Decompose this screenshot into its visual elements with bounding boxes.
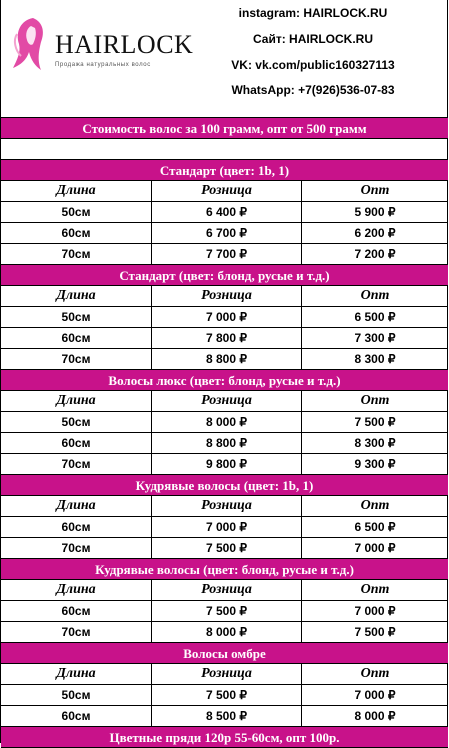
column-header-row xyxy=(1,285,448,306)
contact-instagram: instagram: HAIRLOCK.RU xyxy=(238,6,388,20)
table-row xyxy=(1,537,448,558)
column-length: Длина xyxy=(56,288,96,303)
table-row xyxy=(1,432,448,453)
retail-price-cell: 7 500 ₽ xyxy=(151,601,301,621)
woman-silhouette-icon xyxy=(11,14,51,72)
column-retail: Розница xyxy=(151,664,301,684)
column-header-row xyxy=(1,390,448,411)
column-header-row xyxy=(1,663,448,684)
length-cell: 70см xyxy=(61,541,91,555)
footer-note: Цветные пряди 120р 55-60см, опт 100р. xyxy=(1,726,448,747)
table-row xyxy=(1,684,448,705)
wholesale-price-cell: 7 300 ₽ xyxy=(301,328,448,348)
wholesale-price-cell: 6 500 ₽ xyxy=(301,517,448,537)
column-header-row xyxy=(1,579,448,600)
table-row xyxy=(1,348,448,369)
contact-site: Сайт: HAIRLOCK.RU xyxy=(252,32,374,46)
brand-tagline: Продажа натуральных волос xyxy=(55,62,151,68)
wholesale-price-cell: 9 300 ₽ xyxy=(301,454,448,474)
wholesale-price-cell: 5 900 ₽ xyxy=(301,202,448,222)
table-row xyxy=(1,201,448,222)
length-cell: 50см xyxy=(61,310,91,324)
retail-price-cell: 7 000 ₽ xyxy=(151,517,301,537)
wholesale-price-cell: 7 000 ₽ xyxy=(301,538,448,558)
wholesale-price-cell: 7 000 ₽ xyxy=(301,601,448,621)
header xyxy=(1,0,448,118)
column-wholesale: Опт xyxy=(301,580,448,600)
retail-price-cell: 8 800 ₽ xyxy=(151,433,301,453)
section-title: Стандарт (цвет: блонд, русые и т.д.) xyxy=(1,264,448,285)
column-retail: Розница xyxy=(151,496,301,516)
table-row xyxy=(1,243,448,264)
wholesale-price-cell: 6 500 ₽ xyxy=(301,307,448,327)
column-wholesale: Опт xyxy=(301,664,448,684)
table-row xyxy=(1,621,448,642)
wholesale-price-cell: 7 200 ₽ xyxy=(301,244,448,264)
column-wholesale: Опт xyxy=(301,181,448,201)
table-row xyxy=(1,327,448,348)
length-cell: 60см xyxy=(61,226,91,240)
column-wholesale: Опт xyxy=(301,496,448,516)
retail-price-cell: 9 800 ₽ xyxy=(151,454,301,474)
length-cell: 60см xyxy=(61,709,91,723)
table-row xyxy=(1,516,448,537)
retail-price-cell: 8 000 ₽ xyxy=(151,622,301,642)
section-title: Кудрявые волосы (цвет: блонд, русые и т.д.) xyxy=(1,558,448,579)
column-length: Длина xyxy=(56,393,96,408)
retail-price-cell: 8 800 ₽ xyxy=(151,349,301,369)
retail-price-cell: 6 400 ₽ xyxy=(151,202,301,222)
column-retail: Розница xyxy=(151,580,301,600)
length-cell: 70см xyxy=(61,352,91,366)
length-cell: 50см xyxy=(61,415,91,429)
table-row xyxy=(1,306,448,327)
section-title: Волосы люкс (цвет: блонд, русые и т.д.) xyxy=(1,369,448,390)
wholesale-price-cell: 7 500 ₽ xyxy=(301,622,448,642)
column-retail: Розница xyxy=(151,391,301,411)
column-wholesale: Опт xyxy=(301,286,448,306)
wholesale-price-cell: 8 300 ₽ xyxy=(301,433,448,453)
brand-name: HAIRLOCK xyxy=(55,30,194,59)
retail-price-cell: 7 500 ₽ xyxy=(151,538,301,558)
length-cell: 50см xyxy=(61,688,91,702)
wholesale-price-cell: 8 000 ₽ xyxy=(301,706,448,726)
table-row xyxy=(1,600,448,621)
section-title: Волосы омбре xyxy=(1,642,448,663)
length-cell: 60см xyxy=(61,604,91,618)
hairlock-logo xyxy=(11,14,194,74)
table-row xyxy=(1,453,448,474)
retail-price-cell: 7 000 ₽ xyxy=(151,307,301,327)
section-title: Кудрявые волосы (цвет: 1b, 1) xyxy=(1,474,448,495)
length-cell: 70см xyxy=(61,457,91,471)
column-retail: Розница xyxy=(151,286,301,306)
table-row xyxy=(1,222,448,243)
column-wholesale: Опт xyxy=(301,391,448,411)
retail-price-cell: 6 700 ₽ xyxy=(151,223,301,243)
length-cell: 70см xyxy=(61,247,91,261)
table-title: Стоимость волос за 100 грамм, опт от 500 грамм xyxy=(1,117,448,138)
spacer-row xyxy=(1,138,448,159)
contact-vk: VK: vk.com/public160327113 xyxy=(231,58,395,72)
price-table xyxy=(1,117,448,748)
contact-whatsapp: WhatsApp: +7(926)536-07-83 xyxy=(231,83,395,97)
column-length: Длина xyxy=(56,666,96,681)
retail-price-cell: 7 800 ₽ xyxy=(151,328,301,348)
column-header-row xyxy=(1,495,448,516)
wholesale-price-cell: 8 300 ₽ xyxy=(301,349,448,369)
length-cell: 50см xyxy=(61,205,91,219)
column-length: Длина xyxy=(56,498,96,513)
column-length: Длина xyxy=(56,183,96,198)
section-title: Стандарт (цвет: 1b, 1) xyxy=(1,159,448,180)
retail-price-cell: 7 700 ₽ xyxy=(151,244,301,264)
column-header-row xyxy=(1,180,448,201)
wholesale-price-cell: 7 500 ₽ xyxy=(301,412,448,432)
retail-price-cell: 7 500 ₽ xyxy=(151,685,301,705)
table-row xyxy=(1,411,448,432)
retail-price-cell: 8 000 ₽ xyxy=(151,412,301,432)
length-cell: 70см xyxy=(61,625,91,639)
column-length: Длина xyxy=(56,582,96,597)
retail-price-cell: 8 500 ₽ xyxy=(151,706,301,726)
table-row xyxy=(1,705,448,726)
wholesale-price-cell: 6 200 ₽ xyxy=(301,223,448,243)
length-cell: 60см xyxy=(61,436,91,450)
column-retail: Розница xyxy=(151,181,301,201)
length-cell: 60см xyxy=(61,331,91,345)
wholesale-price-cell: 7 000 ₽ xyxy=(301,685,448,705)
length-cell: 60см xyxy=(61,520,91,534)
